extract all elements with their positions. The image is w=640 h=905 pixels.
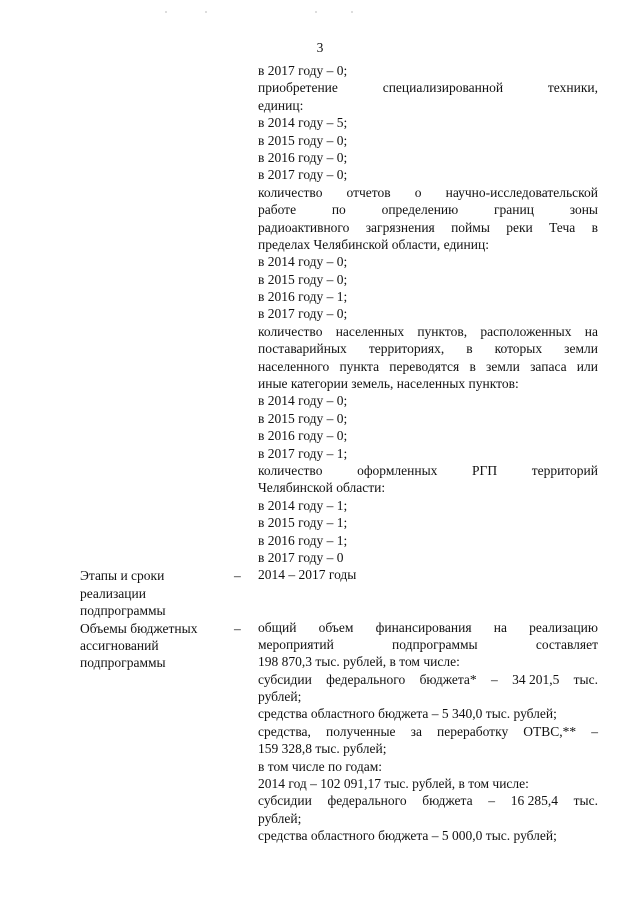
word: поставарийных xyxy=(258,341,347,357)
word: работе xyxy=(258,202,297,218)
word: или xyxy=(576,358,598,374)
text-line: в 2015 году – 0; xyxy=(258,271,348,287)
word: территорий xyxy=(531,462,598,478)
stages-label xyxy=(80,567,230,619)
text-line: в 2015 году – 0; xyxy=(258,410,348,426)
word: количество xyxy=(258,462,323,478)
justified-text-line xyxy=(258,792,598,809)
text-line: в 2014 году – 0; xyxy=(258,393,348,409)
text-line: в 2016 году – 0; xyxy=(258,149,348,165)
word: тыс. xyxy=(573,671,598,687)
word: – xyxy=(490,671,498,687)
word: 34 201,5 xyxy=(512,671,560,687)
text-line: в 2014 году – 0; xyxy=(258,254,348,270)
word: бюджета xyxy=(422,793,473,809)
word: поймы xyxy=(451,219,490,235)
justified-text-line xyxy=(258,723,598,740)
justified-text-line xyxy=(258,79,598,96)
word: определению xyxy=(381,202,459,218)
spacer xyxy=(258,584,598,601)
stages-dash: – xyxy=(234,568,241,584)
justified-text-line xyxy=(258,184,598,201)
word: РГП xyxy=(472,462,498,478)
text-line: в 2017 году – 1; xyxy=(258,445,348,461)
word: о xyxy=(414,184,422,200)
word: земли xyxy=(486,358,520,374)
word: отчетов xyxy=(346,184,391,200)
word: – xyxy=(488,793,496,809)
funding-label-line: подпрограммы xyxy=(80,655,166,671)
word: которых xyxy=(494,341,543,357)
word: федерального xyxy=(326,671,406,687)
word: населенного xyxy=(258,358,330,374)
word: расположенных xyxy=(480,323,572,339)
word: на xyxy=(584,323,598,339)
word: реки xyxy=(506,219,533,235)
word: территориях, xyxy=(368,341,445,357)
funding-label xyxy=(80,620,230,672)
text-line: 159 328,8 тыс. рублей; xyxy=(258,741,387,757)
subprogram-indicators xyxy=(258,62,598,566)
stages-label-line: Этапы и сроки xyxy=(80,568,165,584)
word: подпрограммы xyxy=(392,636,478,652)
word: в xyxy=(469,358,476,374)
word: тыс. xyxy=(573,793,598,809)
text-line: средства областного бюджета – 5 340,0 тыс. рублей; xyxy=(258,706,557,722)
word: бюджета* xyxy=(419,671,477,687)
word: приобретение xyxy=(258,80,338,96)
text-line: в 2017 году – 0; xyxy=(258,306,348,322)
word: пунктов, xyxy=(417,323,468,339)
text-line: 2014 год – 102 091,17 тыс. рублей, в том числе: xyxy=(258,776,529,792)
word: переводятся xyxy=(389,358,460,374)
funding-label-line: ассигнований xyxy=(80,638,159,653)
word: запаса xyxy=(530,358,567,374)
word: границ xyxy=(493,202,534,218)
text-line: в 2016 году – 1; xyxy=(258,532,348,548)
text-line: в 2016 году – 0; xyxy=(258,428,348,444)
funding-label-line: Объемы бюджетных xyxy=(80,620,198,636)
text-line: средства областного бюджета – 5 000,0 тыс. рублей; xyxy=(258,828,557,844)
text-line: пределах Челябинской области, единиц: xyxy=(258,236,489,252)
text-line: в 2017 году – 0; xyxy=(258,167,348,183)
word: пункта xyxy=(339,358,380,374)
word: научно-исследовательской xyxy=(445,184,598,200)
word: оформленных xyxy=(357,462,438,478)
spacer xyxy=(258,601,598,618)
word: субсидии xyxy=(258,671,312,687)
text-line: рублей; xyxy=(258,689,302,705)
stages-label-line: реализации xyxy=(80,585,146,601)
text-line: в 2016 году – 1; xyxy=(258,289,348,305)
word: финансирования xyxy=(375,619,472,635)
word: федерального xyxy=(327,793,407,809)
word: количество xyxy=(258,184,323,200)
text-line: Челябинской области: xyxy=(258,480,386,496)
word: по xyxy=(331,202,346,218)
justified-text-line xyxy=(258,671,598,688)
justified-text-line xyxy=(258,340,598,357)
text-line: в 2017 году – 0; xyxy=(258,63,348,78)
justified-text-line xyxy=(258,219,598,236)
word: общий xyxy=(258,619,297,635)
funding-values xyxy=(258,619,598,845)
word: в xyxy=(591,219,598,235)
word: 16 285,4 xyxy=(510,793,558,809)
word: в xyxy=(466,341,473,357)
text-line: рублей; xyxy=(258,810,302,826)
scan-header-marks xyxy=(165,2,355,8)
word: земли xyxy=(564,341,598,357)
justified-text-line xyxy=(258,201,598,218)
text-line: в 2014 году – 5; xyxy=(258,115,348,131)
word: радиоактивного xyxy=(258,219,350,235)
word: количество xyxy=(258,323,323,339)
word: средства, xyxy=(258,723,311,739)
funding-dash: – xyxy=(234,620,241,636)
text-line: в том числе по годам: xyxy=(258,758,383,774)
word: составляет xyxy=(535,636,598,652)
stages-label-line: подпрограммы xyxy=(80,603,166,619)
word: техники, xyxy=(547,80,598,96)
word: специализированной xyxy=(382,80,504,96)
word: ОТВС,** xyxy=(523,723,577,739)
stages-value: 2014 – 2017 годы xyxy=(258,567,357,583)
text-line: 198 870,3 тыс. рублей, в том числе: xyxy=(258,654,460,670)
word: населенных xyxy=(335,323,405,339)
word: переработку xyxy=(437,723,509,739)
word: полученные xyxy=(325,723,396,739)
word: объем xyxy=(318,619,354,635)
text-line: иные категории земель, населенных пунктов: xyxy=(258,376,519,392)
page-number: 3 xyxy=(316,40,324,55)
word: на xyxy=(493,619,507,635)
justified-text-line xyxy=(258,358,598,375)
justified-text-line xyxy=(258,323,598,340)
word: – xyxy=(591,723,598,739)
word: зоны xyxy=(569,202,598,218)
word: мероприятий xyxy=(258,636,334,652)
document-body xyxy=(258,62,598,845)
text-line: в 2014 году – 1; xyxy=(258,497,348,513)
word: за xyxy=(410,723,422,739)
justified-text-line xyxy=(258,619,598,636)
text-line: в 2017 году – 0 xyxy=(258,549,344,565)
text-line: единиц: xyxy=(258,97,304,113)
word: загрязнения xyxy=(365,219,435,235)
justified-text-line xyxy=(258,636,598,653)
text-line: в 2015 году – 0; xyxy=(258,132,348,148)
text-line: в 2015 году – 1; xyxy=(258,515,348,531)
word: Теча xyxy=(549,219,576,235)
word: реализацию xyxy=(529,619,598,635)
justified-text-line xyxy=(258,462,598,479)
word: субсидии xyxy=(258,793,312,809)
